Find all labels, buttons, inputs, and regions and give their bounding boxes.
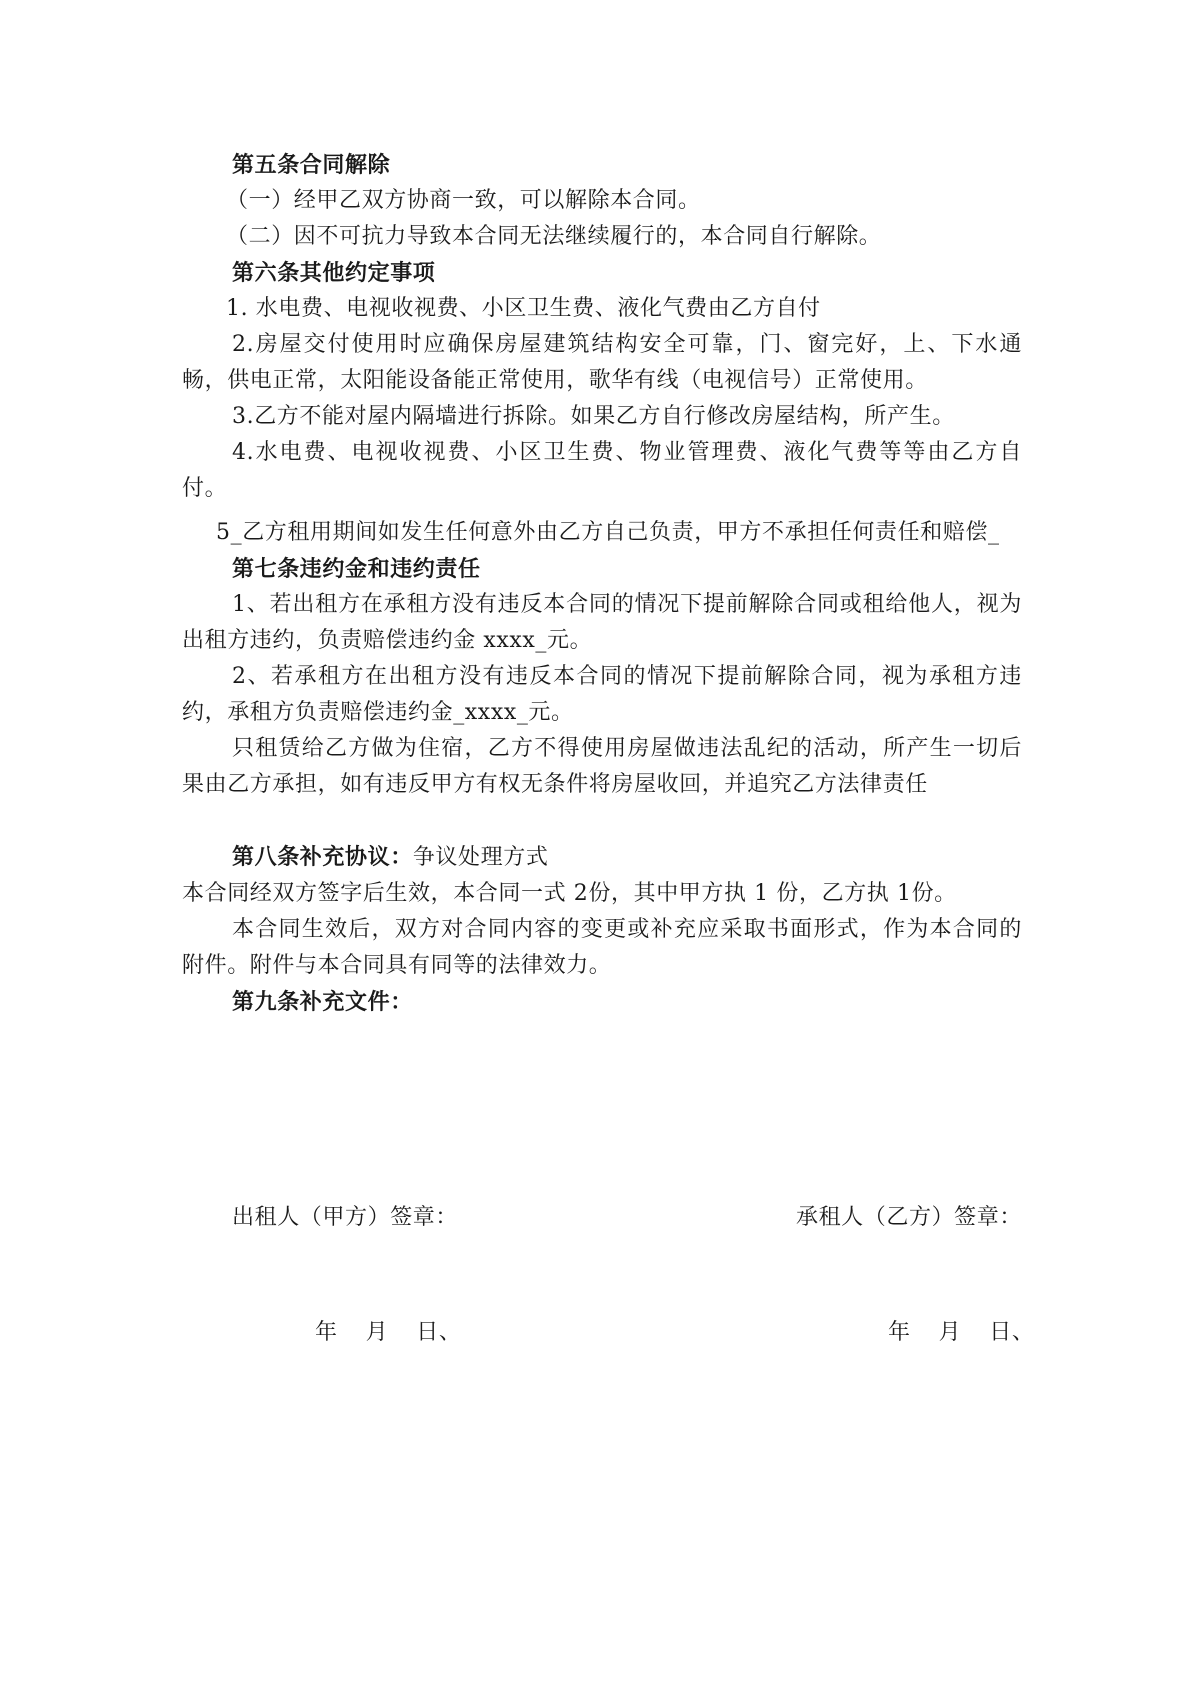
lessee-date-month: 月 [938,1320,962,1345]
section8-item-2: 本合同生效后，双方对合同内容的变更或补充应采取书面形式，作为本合同的附件。附件与本合同具有同等的法律效力。 [182,917,1022,978]
section9-heading: 第九条补充文件： [232,989,413,1015]
section8-item-1: 本合同经双方签字后生效，本合同一式 2份，其中甲方执 1 份，乙方执 1份。 [182,881,957,906]
section7-note: 只租赁给乙方做为住宿，乙方不得使用房屋做违法乱纪的活动，所产生一切后果由乙方承担，如有违反甲方有权无条件将房屋收回，并追究乙方法律责任 [182,736,1022,797]
section5-item-1: （一）经甲乙双方协商一致，可以解除本合同。 [226,188,701,213]
lessor-signature-label: 出租人（甲方）签章： [232,1205,459,1230]
blank-line [182,803,1022,839]
section6-heading: 第六条其他约定事项 [232,260,436,286]
lessor-date-month: 月 [365,1320,389,1345]
contract-body [182,147,1022,1020]
lessee-date [888,1315,1034,1346]
section7-heading: 第七条违约金和违约责任 [232,556,481,582]
section8-heading-suffix: 争议处理方式 [412,845,549,870]
lessee-date-year: 年 [888,1320,911,1345]
section8-heading-line [182,839,1022,876]
lessor-date [315,1315,461,1346]
section6-item-2: 2.房屋交付使用时应确保房屋建筑结构安全可靠，门、窗完好，上、下水通畅，供电正常，太阳能设备能正常使用，歌华有线（电视信号）正常使用。 [182,332,1022,393]
lessor-date-day: 日、 [416,1320,462,1345]
section6-item-5: 5_乙方租用期间如发生任何意外由乙方自己负责，甲方不承担任何责任和赔偿_ [216,520,1000,545]
section8-heading: 第八条补充协议： [232,844,413,870]
section6-item-3: 3.乙方不能对屋内隔墙进行拆除。如果乙方自行修改房屋结构，所产生。 [232,404,955,429]
section5-item-2: （二）因不可抗力导致本合同无法继续履行的，本合同自行解除。 [226,224,882,249]
section6-item-4: 4.水电费、电视收视费、小区卫生费、物业管理费、液化气费等等由乙方自付。 [182,440,1022,501]
section5-heading: 第五条合同解除 [232,152,391,178]
section7-item-2: 2、若承租方在出租方没有违反本合同的情况下提前解除合同，视为承租方违约，承租方负责赔偿违约金_xxxx_元。 [182,664,1022,725]
lessor-date-year: 年 [315,1320,338,1345]
section7-item-1: 1、若出租方在承租方没有违反本合同的情况下提前解除合同或租给他人，视为出租方违约，负责赔偿违约金 xxxx_元。 [182,592,1022,653]
lessee-signature-label: 承租人（乙方）签章： [795,1205,1022,1230]
lessee-date-day: 日、 [989,1320,1035,1345]
section6-item-1: 1. 水电费、电视收视费、小区卫生费、液化气费由乙方自付 [226,296,821,321]
